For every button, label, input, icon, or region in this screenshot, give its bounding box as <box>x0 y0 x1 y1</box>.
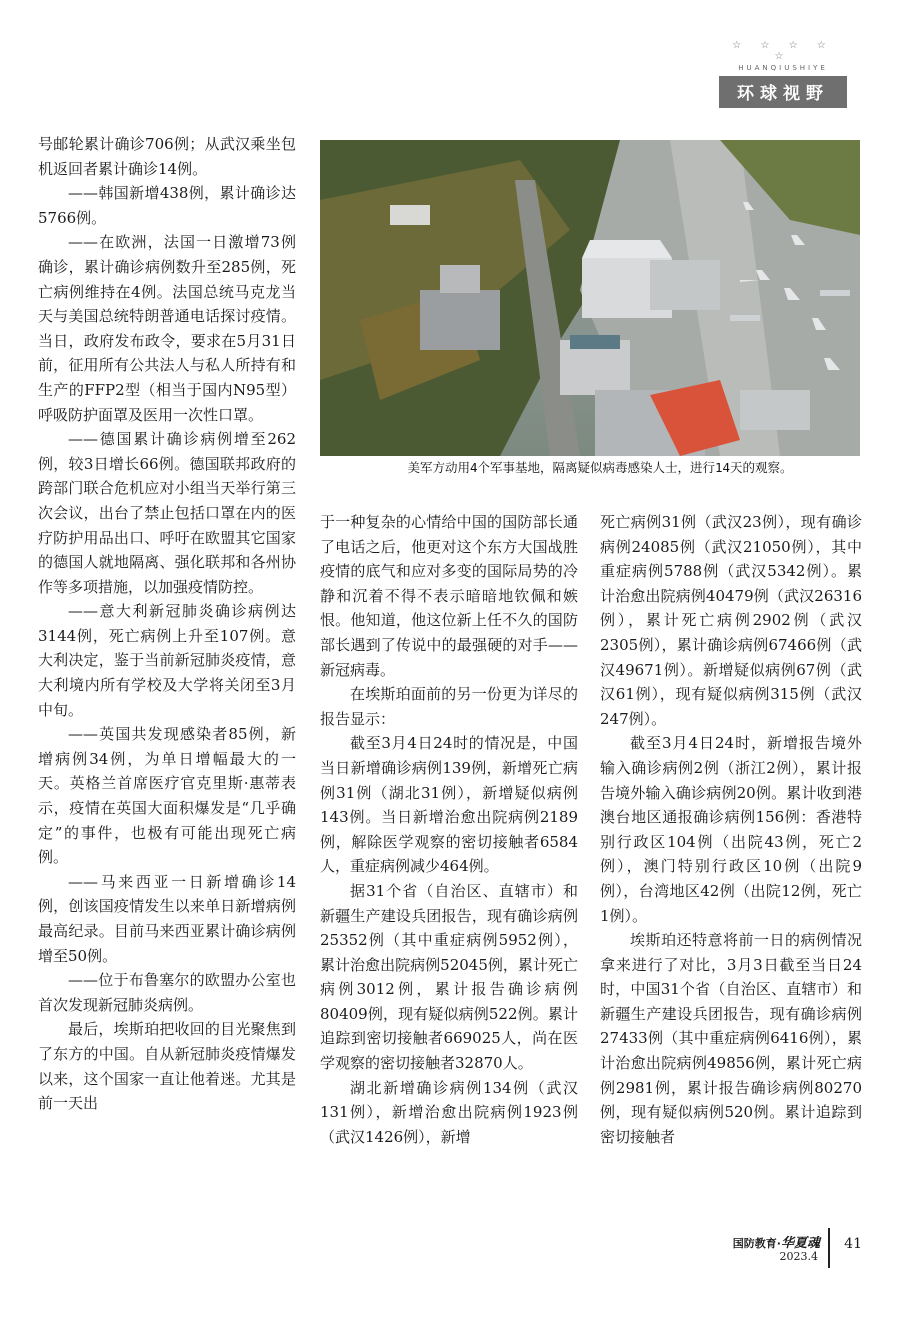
paragraph: 最后，埃斯珀把收回的目光聚焦到了东方的中国。自从新冠肺炎疫情爆发以来，这个国家一直让他着迷。尤其是前一天出 <box>38 1020 296 1113</box>
magazine-name <box>733 1232 820 1251</box>
paragraph: ——英国共发现感染者85例，新增病例34例，为单日增幅最大的一天。英格兰首席医疗官克里斯·惠蒂表示，疫情在英国大面积爆发是“几乎确定”的事件，也极有可能出现死亡病例。 <box>38 725 296 867</box>
paragraph: ——在欧洲，法国一日激增73例确诊，累计确诊病例数升至285例，死亡病例维持在4例。法国总统马克龙当天与美国总统特朗普通电话探讨疫情。当日，政府发布政令，要求在5月31日前，征用所有公共法人与私人所持有和生产的FFP2型（相当于国内N95型）呼吸防护面罩及医用一次性口罩。 <box>38 233 296 424</box>
paragraph: ——德国累计确诊病例增至262例，较3日增长66例。德国联邦政府的跨部门联合危机应对小组当天举行第三次会议，出台了禁止包括口罩在内的医疗防护用品出口、呼吁在欧盟其它国家的德国人就地隔离、强化联邦和各州协作等多项措施，以加强疫情防控。 <box>38 430 296 596</box>
paragraph: 湖北新增确诊病例134例（武汉131例），新增治愈出院病例1923例（武汉1426例），新增 <box>320 1078 578 1146</box>
footer-divider <box>828 1228 830 1268</box>
paragraph: ——意大利新冠肺炎确诊病例达3144例，死亡病例上升至107例。意大利决定，鉴于当前新冠肺炎疫情，意大利境内所有学校及大学将关闭至3月中旬。 <box>38 602 296 719</box>
text-column-right <box>600 510 862 1149</box>
text-column-left <box>38 132 296 1116</box>
paragraph: 埃斯珀还特意将前一日的病例情况拿来进行了对比，3月3日截至当日24时，中国31个省（自治区、直辖市）和新疆生产建设兵团报告，现有确诊病例27433例（其中重症病例6416例），累计治愈出院病例49856例，累计死亡病例2981例，累计报告确诊病例80270例，现有疑似病例520例。累计追踪到密切接触者 <box>600 931 862 1146</box>
aerial-airbase-image <box>320 140 860 456</box>
photo-caption: 美军方动用4个军事基地，隔离疑似病毒感染人士，进行14天的观察。 <box>407 460 793 475</box>
paragraph: 于一种复杂的心情给中国的国防部长通了电话之后，他更对这个东方大国战胜疫情的底气和应对多变的国际局势的冷静和沉着不得不表示暗暗地钦佩和嫉恨。他知道，他这位新上任不久的国防部长遇到了传说中的最强硬的对手——新冠病毒。 <box>320 513 578 679</box>
paragraph: ——位于布鲁塞尔的欧盟办公室也首次发现新冠肺炎病例。 <box>38 971 296 1014</box>
paragraph: ——韩国新增438例，累计确诊达5766例。 <box>38 184 296 227</box>
text-column-middle <box>320 510 578 1149</box>
page-footer <box>690 1228 870 1268</box>
paragraph: ——马来西亚一日新增确诊14例，创该国疫情发生以来单日新增病例最高纪录。目前马来西亚累计确诊病例增至50例。 <box>38 872 296 965</box>
military-base-photo <box>320 140 860 456</box>
header-stars: ☆ ☆ ☆ ☆ ☆ <box>732 40 834 62</box>
column-title: 环球视野 <box>719 76 847 108</box>
magazine-prefix: 国防教育· <box>732 1237 781 1250</box>
header-pinyin: HUANQIUSHIYE <box>738 64 828 72</box>
paragraph: 死亡病例31例（武汉23例），现有确诊病例24085例（武汉21050例），其中重症病例5788例（武汉5342例）。累计治愈出院病例40479例（武汉26316例），累计死亡病例2902例（武汉2305例），累计确诊病例67466例（武汉49671例）。新增疑似病例67例（武汉61例），现有疑似病例315例（武汉247例）。 <box>600 513 862 728</box>
issue-number: 2023.4 <box>779 1250 818 1263</box>
magazine-brand-logo: 华夏魂 <box>780 1236 820 1251</box>
paragraph: 号邮轮累计确诊706例；从武汉乘坐包机返回者累计确诊14例。 <box>38 135 296 178</box>
paragraph: 截至3月4日24时的情况是，中国当日新增确诊病例139例，新增死亡病例31例（湖北31例），新增疑似病例143例。当日新增治愈出院病例2189例，解除医学观察的密切接触者6584人，重症病例减少464例。 <box>320 734 578 876</box>
page-number: 41 <box>844 1236 862 1252</box>
paragraph: 在埃斯珀面前的另一份更为详尽的报告显示： <box>320 685 578 728</box>
paragraph: 截至3月4日24时，新增报告境外输入确诊病例2例（浙江2例），累计报告境外输入确诊病例20例。累计收到港澳台地区通报确诊病例156例：香港特别行政区104例（出院43例，死亡2例），澳门特别行政区10例（出院9例），台湾地区42例（出院12例，死亡1例）。 <box>600 734 862 925</box>
column-header <box>719 40 847 108</box>
paragraph: 据31个省（自治区、直辖市）和新疆生产建设兵团报告，现有确诊病例25352例（其中重症病例5952例），累计治愈出院病例52045例，累计死亡病例3012例，累计报告确诊病例80409例，现有疑似病例522例。累计追踪到密切接触者669025人，尚在医学观察的密切接触者32870人。 <box>320 881 578 1073</box>
